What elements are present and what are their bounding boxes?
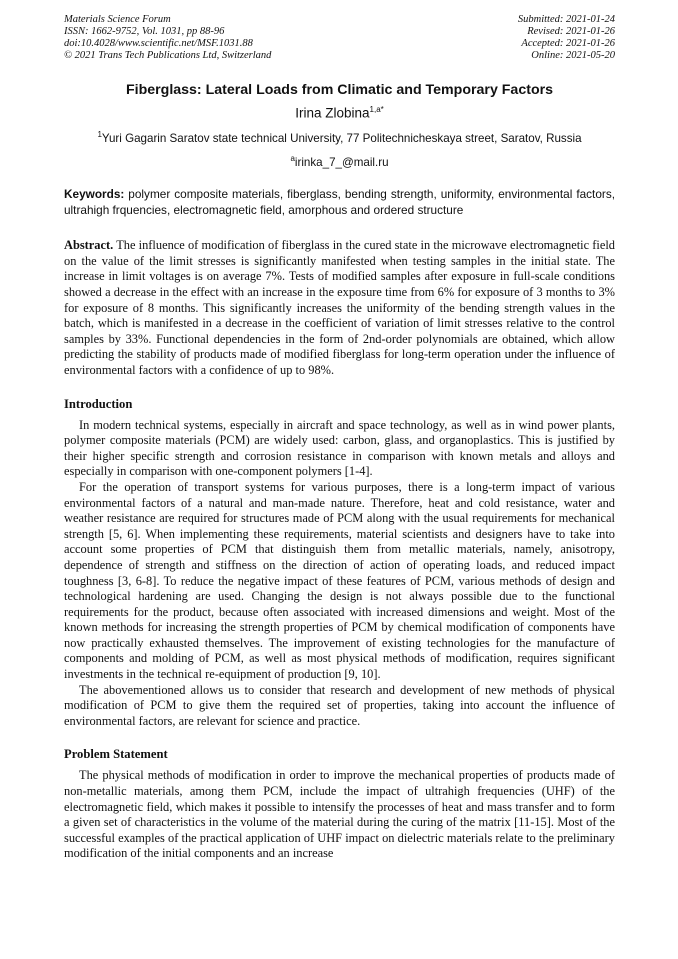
author-line <box>64 101 615 123</box>
intro-paragraph-2: For the operation of transport systems for various purposes, there is a long-term impact of various environmental factors of a natural and man-made nature. Therefore, heat and cold resistance, water and weather resistance are required for structures made of PCM along with the usual requirements for mechanical strength [5, 6]. When implementing these requirements, material scientists and designers have to take into account some properties of PCM that distinguish them from metallic materials, namely, anisotropy, dependence of strength and stiffness on the direction of action of operating loads, and reduced impact toughness [3, 6-8]. To reduce the negative impact of these features of PCM, various methods of design and technological hardening are used. Changing the design is not always possible due to the functional requirements for the product, because often associated with increased dimensions and weight. Most of the known methods for increasing the strength properties of PCM by chemical modification of components have now practically exhausted themselves. The improvement of existing technologies for the manufacture of components and molding of PCM, as well as most physical methods of modification, requires significant investments in the technical re-equipment of production [9, 10]. <box>64 479 615 682</box>
journal-name: Materials Science Forum <box>64 14 171 25</box>
abstract <box>64 238 615 378</box>
author-name: Irina Zlobina <box>295 105 370 121</box>
date-accepted: Accepted: 2021-01-26 <box>521 38 615 49</box>
journal-issn: ISSN: 1662-9752, Vol. 1031, pp 88-96 <box>64 26 225 37</box>
date-submitted: Submitted: 2021-01-24 <box>517 14 615 25</box>
section-heading-introduction: Introduction <box>64 396 133 411</box>
affiliation <box>64 127 615 146</box>
author-sup: 1,a* <box>369 105 384 114</box>
intro-paragraph-3: The abovementioned allows us to consider that research and development of new methods of physical modification of PCM to give them the required set of properties, taking into account the influence of environmental factors, are relevant for science and practice. <box>64 682 615 728</box>
intro-paragraph-1: In modern technical systems, especially in aircraft and space technology, as well as in wind power plants, polymer composite materials (PCM) are widely used: carbon, glass, and organoplastics. This is justified by their higher specific strength and corrosion resistance in comparison with known metals and alloys and especially in comparison with one-component polymers [1-4]. <box>64 417 615 479</box>
keywords-label: Keywords: <box>64 187 125 202</box>
journal-doi: doi:10.4028/www.scientific.net/MSF.1031.88 <box>64 38 253 49</box>
keywords-text: polymer composite materials, fiberglass, bending strength, uniformity, environmental factors, ultrahigh frquencies, electromagnetic field, amorphous and ordered structure <box>64 187 615 217</box>
journal-header <box>64 14 615 62</box>
abstract-text: The influence of modification of fiberglass in the cured state in the microwave electromagnetic field on the value of the limit stresses is significantly manifested when testing samples in the initial state. The increase in limit voltages is on average 7%. Tests of modified samples after exposure in full-scale conditions showed a decrease in the effect with an increase in the exposure time from 6% for exposure of 3 months to 3% for exposure of 8 months. This significantly increases the uniformity of the bending strength values in the batch, which is manifested in a decrease in the coefficient of variation of limit stresses relative to the control samples by 33%. Functional dependencies in the form of 2nd-order polynomials are obtained, which allow predicting the stability of products made of modified fiberglass for long-term operation under the influence of environmental factors with a confidence of up to 98%. <box>64 238 615 377</box>
journal-copyright: © 2021 Trans Tech Publications Ltd, Switzerland <box>64 50 272 61</box>
date-online: Online: 2021-05-20 <box>531 50 615 61</box>
keywords <box>64 187 615 218</box>
paper-page <box>64 14 615 862</box>
affiliation-text: Yuri Gagarin Saratov state technical University, 77 Politechnicheskaya street, Saratov, Russia <box>101 131 582 145</box>
email-sup: a <box>290 154 295 164</box>
section-heading-problem-statement: Problem Statement <box>64 747 168 762</box>
problem-paragraph-1: The physical methods of modification in order to improve the mechanical properties of products made of non-metallic materials, among them PCM, include the impact of ultrahigh frequencies (UHF) of the electromagnetic field, which makes it possible to intensify the processes of heat and mass transfer and to form a given set of characteristics in the volume of the material during the curing of the matrix [11-15]. Most of the successful examples of the practical application of UHF impact on dielectric materials relate to the preliminary modification of the initial components and an increase <box>64 768 615 861</box>
journal-info <box>64 14 271 62</box>
date-revised: Revised: 2021-01-26 <box>527 26 615 37</box>
publication-dates <box>518 14 615 62</box>
author-email <box>64 151 615 170</box>
paper-title: Fiberglass: Lateral Loads from Climatic and Temporary Factors <box>125 82 554 98</box>
abstract-label: Abstract. <box>64 238 114 253</box>
affiliation-sup: 1 <box>97 129 102 139</box>
email-text: irinka_7_@mail.ru <box>294 156 389 170</box>
